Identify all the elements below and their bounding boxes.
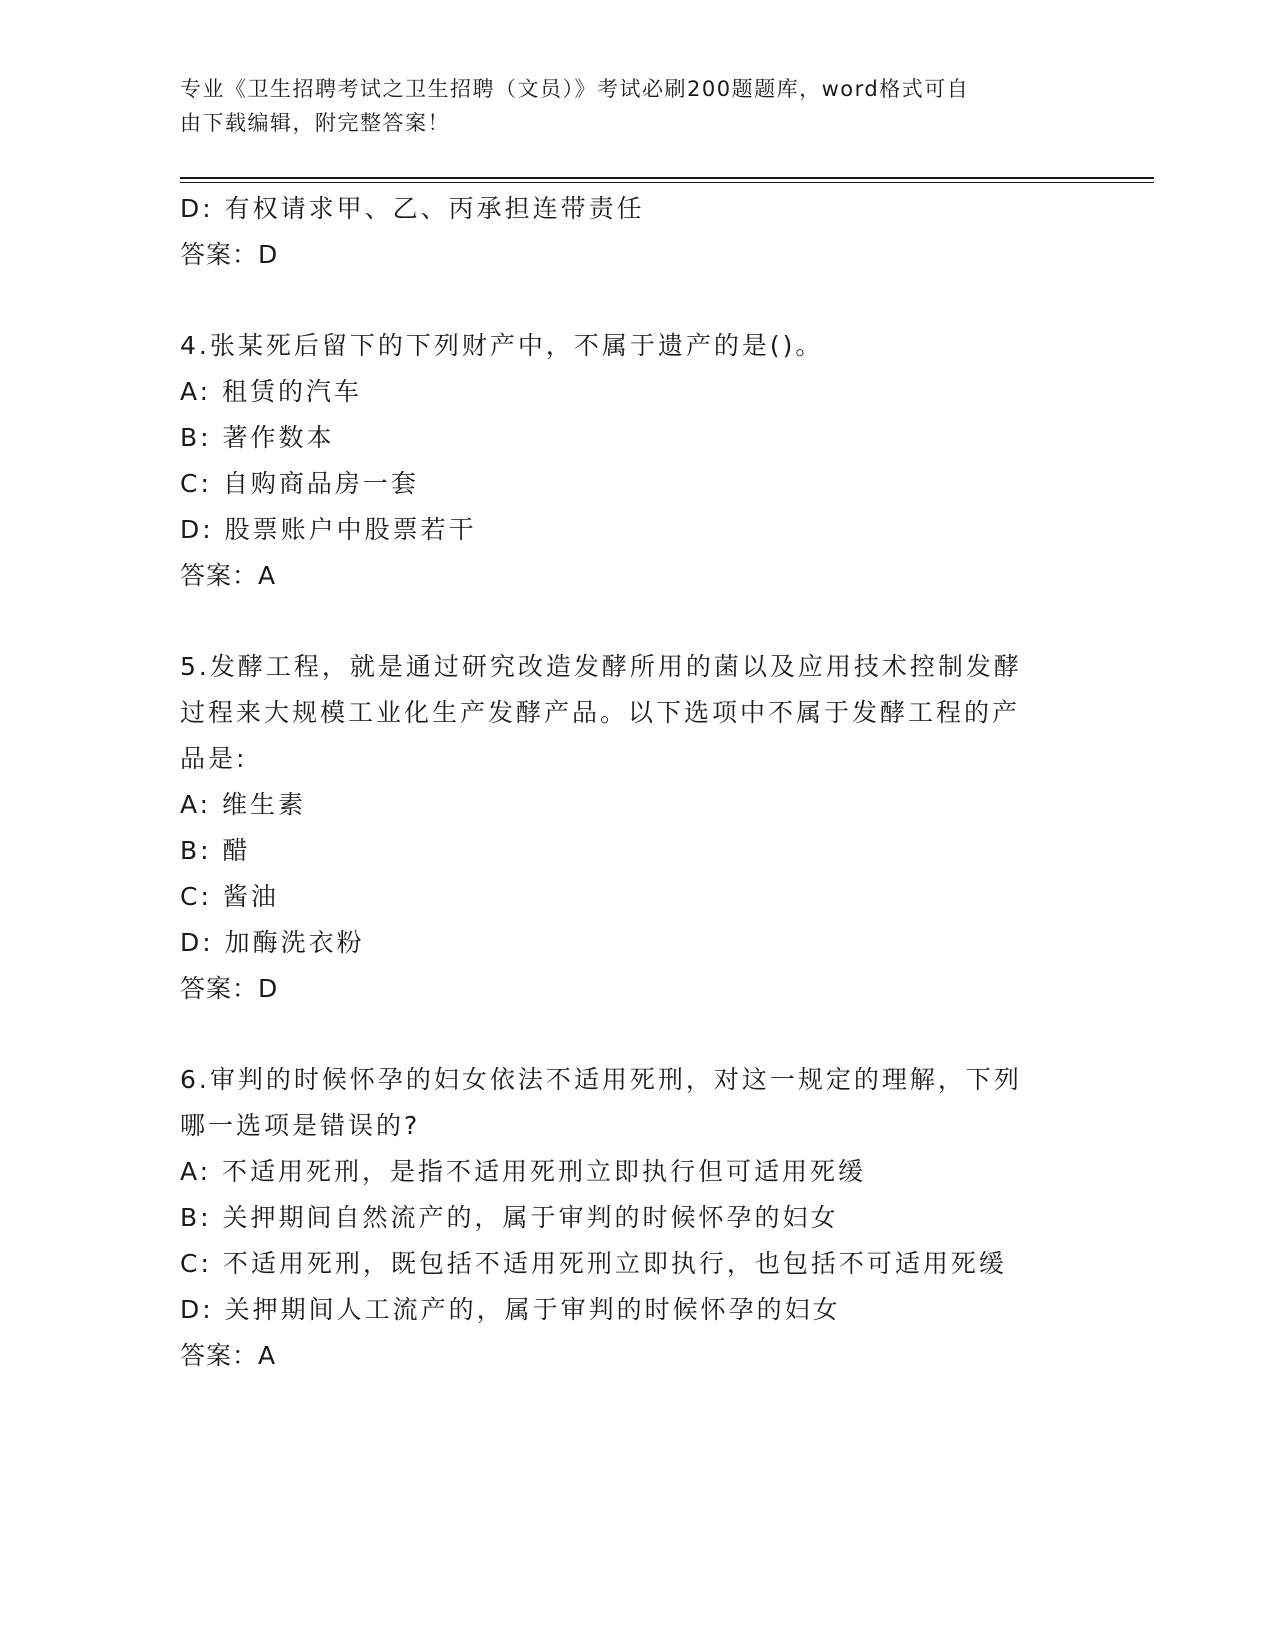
option-a: A: 不适用死刑，是指不适用死刑立即执行但可适用死缓 xyxy=(180,1157,867,1186)
header-divider-thin xyxy=(180,182,1154,183)
question-stem: 4.张某死后留下的下列财产中，不属于遗产的是()。 xyxy=(180,331,824,360)
option-a: A: 维生素 xyxy=(180,790,307,819)
answer-line: 答案：D xyxy=(180,240,279,269)
question-list xyxy=(180,186,1060,1379)
spacer xyxy=(180,599,1060,644)
option-c: C: 不适用死刑，既包括不适用死刑立即执行，也包括不可适用死缓 xyxy=(180,1249,1007,1278)
header-line-2: 由下载编辑，附完整答案！ xyxy=(180,111,450,135)
option-b: B: 醋 xyxy=(180,836,251,865)
option-a: A: 租赁的汽车 xyxy=(180,377,363,406)
question-4 xyxy=(180,323,1060,599)
question-5 xyxy=(180,644,1060,1012)
header-line-1: 专业《卫生招聘考试之卫生招聘（文员）》考试必刷200题题库，word格式可自 xyxy=(180,77,970,101)
question-stem-line-1: 5.发酵工程，就是通过研究改造发酵所用的菌以及应用技术控制发酵 xyxy=(180,652,1022,681)
question-6 xyxy=(180,1057,1060,1379)
document-header xyxy=(180,72,1060,140)
question-stem-line-2: 过程来大规模工业化生产发酵产品。以下选项中不属于发酵工程的产 xyxy=(180,698,1021,727)
answer-line: 答案：D xyxy=(180,974,279,1003)
question-stem-line-1: 6.审判的时候怀孕的妇女依法不适用死刑，对这一规定的理解，下列 xyxy=(180,1065,1022,1094)
option-b: B: 著作数本 xyxy=(180,423,335,452)
spacer xyxy=(180,278,1060,323)
answer-line: 答案：A xyxy=(180,1341,277,1370)
option-b: B: 关押期间自然流产的，属于审判的时候怀孕的妇女 xyxy=(180,1203,839,1232)
question-3-tail xyxy=(180,186,1060,278)
option-c: C: 自购商品房一套 xyxy=(180,469,419,498)
option-d: D: 有权请求甲、乙、丙承担连带责任 xyxy=(180,194,645,223)
option-d: D: 关押期间人工流产的，属于审判的时候怀孕的妇女 xyxy=(180,1295,841,1324)
option-c: C: 酱油 xyxy=(180,882,279,911)
question-stem-line-3: 品是: xyxy=(180,744,248,773)
spacer xyxy=(180,1012,1060,1057)
question-stem-line-2: 哪一选项是错误的? xyxy=(180,1111,421,1140)
option-d: D: 加酶洗衣粉 xyxy=(180,928,365,957)
option-d: D: 股票账户中股票若干 xyxy=(180,515,477,544)
header-divider-thick xyxy=(180,177,1154,179)
answer-line: 答案：A xyxy=(180,561,277,590)
